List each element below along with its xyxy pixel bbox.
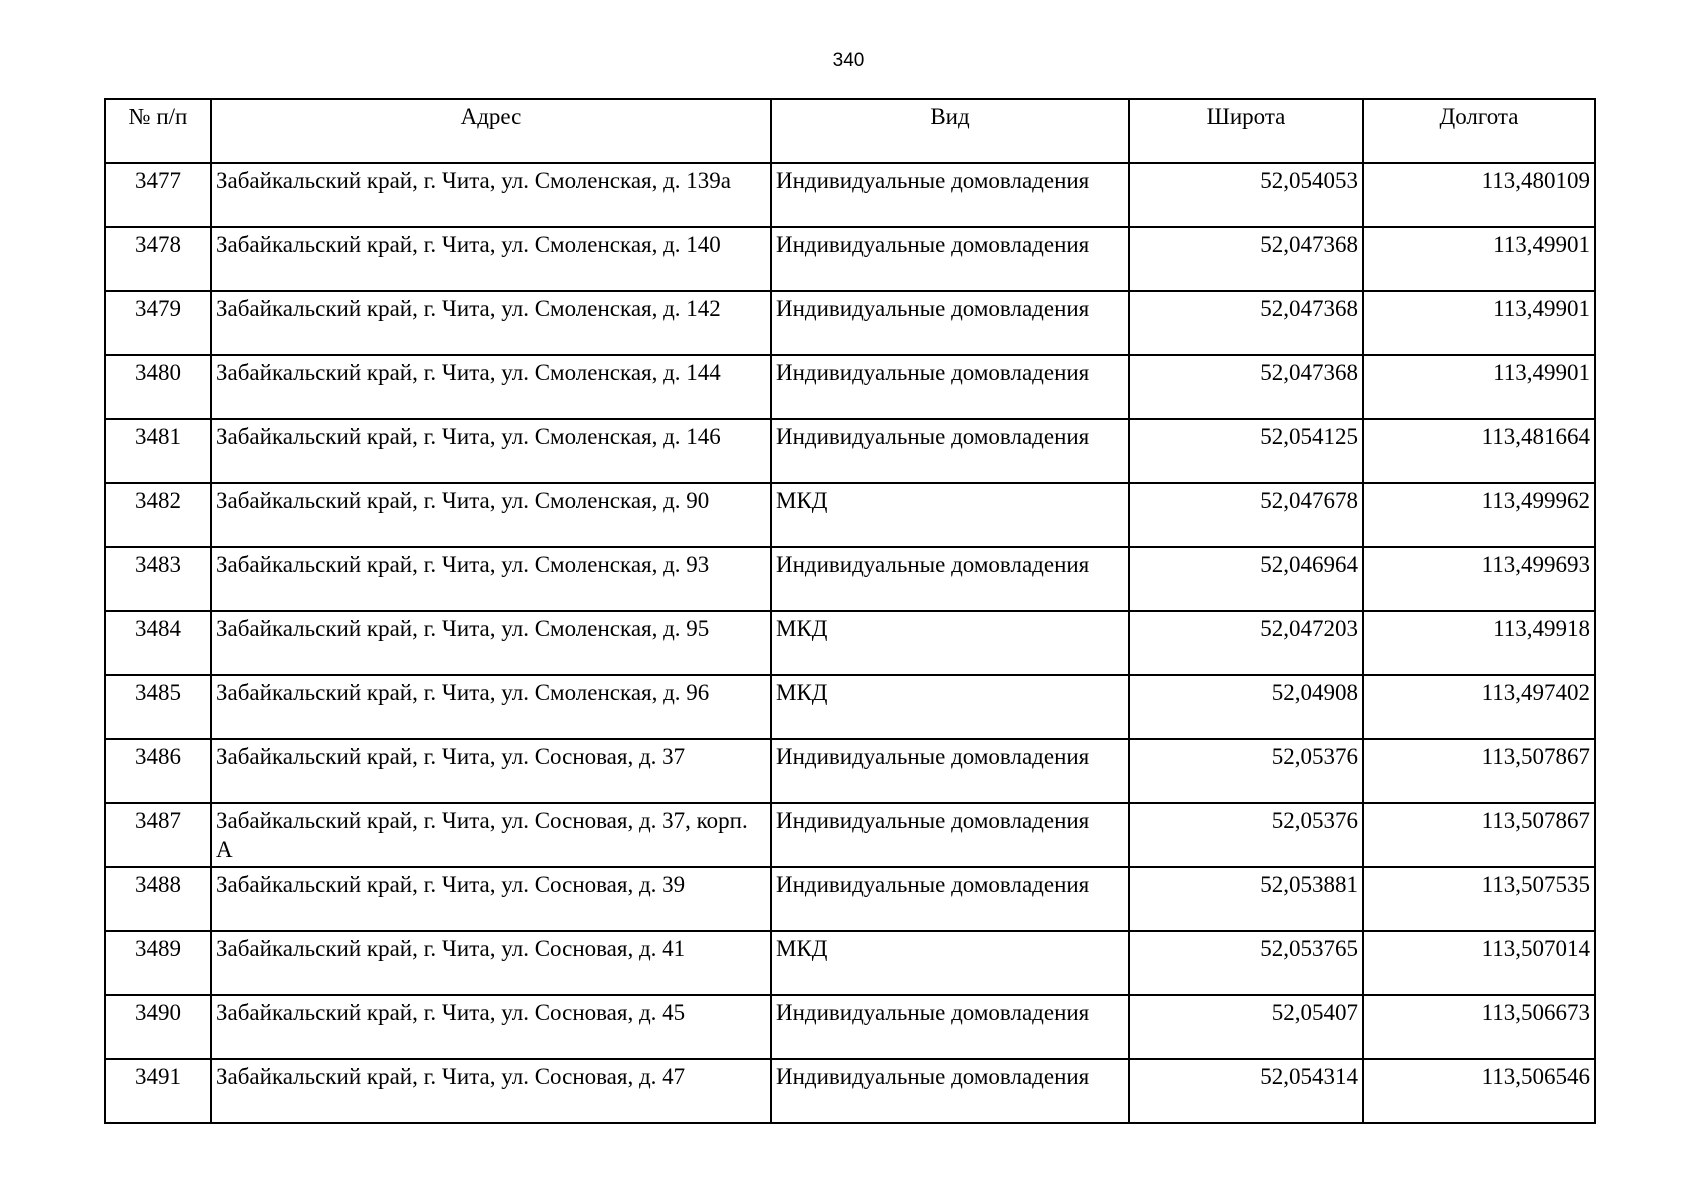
table-body — [105, 163, 1595, 1123]
cell-type: Индивидуальные домовладения — [771, 1059, 1129, 1123]
header-type: Вид — [771, 99, 1129, 163]
cell-address: Забайкальский край, г. Чита, ул. Смоленская, д. 146 — [211, 419, 771, 483]
cell-lat: 52,053881 — [1129, 867, 1363, 931]
cell-address: Забайкальский край, г. Чита, ул. Сосновая, д. 37 — [211, 739, 771, 803]
cell-num: 3486 — [105, 739, 211, 803]
cell-num: 3480 — [105, 355, 211, 419]
cell-lat: 52,047203 — [1129, 611, 1363, 675]
cell-address: Забайкальский край, г. Чита, ул. Смоленская, д. 139а — [211, 163, 771, 227]
cell-address: Забайкальский край, г. Чита, ул. Смоленская, д. 93 — [211, 547, 771, 611]
cell-type: Индивидуальные домовладения — [771, 419, 1129, 483]
cell-type: МКД — [771, 483, 1129, 547]
cell-type: Индивидуальные домовладения — [771, 995, 1129, 1059]
cell-num: 3488 — [105, 867, 211, 931]
table-row — [105, 163, 1595, 227]
table-row — [105, 1059, 1595, 1123]
cell-type: Индивидуальные домовладения — [771, 867, 1129, 931]
cell-lat: 52,047678 — [1129, 483, 1363, 547]
cell-type: Индивидуальные домовладения — [771, 291, 1129, 355]
cell-lon: 113,506546 — [1363, 1059, 1595, 1123]
cell-type: Индивидуальные домовладения — [771, 739, 1129, 803]
table-row — [105, 355, 1595, 419]
cell-lon: 113,499962 — [1363, 483, 1595, 547]
cell-type: Индивидуальные домовладения — [771, 355, 1129, 419]
header-address: Адрес — [211, 99, 771, 163]
cell-lat: 52,053765 — [1129, 931, 1363, 995]
cell-lon: 113,481664 — [1363, 419, 1595, 483]
cell-num: 3482 — [105, 483, 211, 547]
cell-type: МКД — [771, 931, 1129, 995]
cell-lat: 52,054314 — [1129, 1059, 1363, 1123]
cell-address: Забайкальский край, г. Чита, ул. Смоленская, д. 96 — [211, 675, 771, 739]
header-lat: Широта — [1129, 99, 1363, 163]
cell-lat: 52,05407 — [1129, 995, 1363, 1059]
cell-num: 3481 — [105, 419, 211, 483]
cell-lat: 52,054125 — [1129, 419, 1363, 483]
cell-address: Забайкальский край, г. Чита, ул. Сосновая, д. 41 — [211, 931, 771, 995]
cell-address: Забайкальский край, г. Чита, ул. Смоленская, д. 95 — [211, 611, 771, 675]
cell-lat: 52,05376 — [1129, 803, 1363, 867]
cell-type: МКД — [771, 675, 1129, 739]
cell-type: Индивидуальные домовладения — [771, 227, 1129, 291]
table-row — [105, 995, 1595, 1059]
cell-num: 3478 — [105, 227, 211, 291]
cell-lon: 113,49901 — [1363, 355, 1595, 419]
cell-type: Индивидуальные домовладения — [771, 163, 1129, 227]
cell-lat: 52,047368 — [1129, 355, 1363, 419]
cell-type: Индивидуальные домовладения — [771, 803, 1129, 867]
table-row — [105, 483, 1595, 547]
table-header — [105, 99, 1595, 163]
table-row — [105, 675, 1595, 739]
cell-lon: 113,507867 — [1363, 803, 1595, 867]
cell-lon: 113,507867 — [1363, 739, 1595, 803]
page-number: 340 — [832, 50, 865, 71]
table-row — [105, 611, 1595, 675]
cell-lon: 113,49918 — [1363, 611, 1595, 675]
table-row — [105, 803, 1595, 867]
cell-address: Забайкальский край, г. Чита, ул. Сосновая, д. 47 — [211, 1059, 771, 1123]
cell-num: 3490 — [105, 995, 211, 1059]
cell-lon: 113,49901 — [1363, 291, 1595, 355]
cell-address: Забайкальский край, г. Чита, ул. Смоленская, д. 140 — [211, 227, 771, 291]
cell-num: 3485 — [105, 675, 211, 739]
address-registry-table — [104, 98, 1596, 1124]
cell-lon: 113,497402 — [1363, 675, 1595, 739]
table-row — [105, 419, 1595, 483]
cell-lat: 52,05376 — [1129, 739, 1363, 803]
table-row — [105, 931, 1595, 995]
cell-address: Забайкальский край, г. Чита, ул. Сосновая, д. 37, корп. А — [211, 803, 771, 867]
cell-num: 3489 — [105, 931, 211, 995]
table-row — [105, 867, 1595, 931]
cell-lat: 52,04908 — [1129, 675, 1363, 739]
table-row — [105, 547, 1595, 611]
header-lon: Долгота — [1363, 99, 1595, 163]
cell-lon: 113,506673 — [1363, 995, 1595, 1059]
cell-address: Забайкальский край, г. Чита, ул. Смоленская, д. 142 — [211, 291, 771, 355]
table-row — [105, 291, 1595, 355]
cell-num: 3477 — [105, 163, 211, 227]
table-row — [105, 227, 1595, 291]
cell-type: Индивидуальные домовладения — [771, 547, 1129, 611]
cell-num: 3484 — [105, 611, 211, 675]
header-row — [105, 99, 1595, 163]
cell-lon: 113,507014 — [1363, 931, 1595, 995]
cell-address: Забайкальский край, г. Чита, ул. Смоленская, д. 90 — [211, 483, 771, 547]
cell-lat: 52,046964 — [1129, 547, 1363, 611]
cell-lon: 113,480109 — [1363, 163, 1595, 227]
cell-address: Забайкальский край, г. Чита, ул. Сосновая, д. 45 — [211, 995, 771, 1059]
cell-lat: 52,047368 — [1129, 227, 1363, 291]
cell-lon: 113,507535 — [1363, 867, 1595, 931]
cell-address: Забайкальский край, г. Чита, ул. Сосновая, д. 39 — [211, 867, 771, 931]
cell-num: 3491 — [105, 1059, 211, 1123]
cell-lat: 52,047368 — [1129, 291, 1363, 355]
cell-num: 3487 — [105, 803, 211, 867]
cell-address: Забайкальский край, г. Чита, ул. Смоленская, д. 144 — [211, 355, 771, 419]
cell-type: МКД — [771, 611, 1129, 675]
cell-lon: 113,49901 — [1363, 227, 1595, 291]
cell-lon: 113,499693 — [1363, 547, 1595, 611]
cell-lat: 52,054053 — [1129, 163, 1363, 227]
table-row — [105, 739, 1595, 803]
cell-num: 3479 — [105, 291, 211, 355]
cell-num: 3483 — [105, 547, 211, 611]
header-num: № п/п — [105, 99, 211, 163]
